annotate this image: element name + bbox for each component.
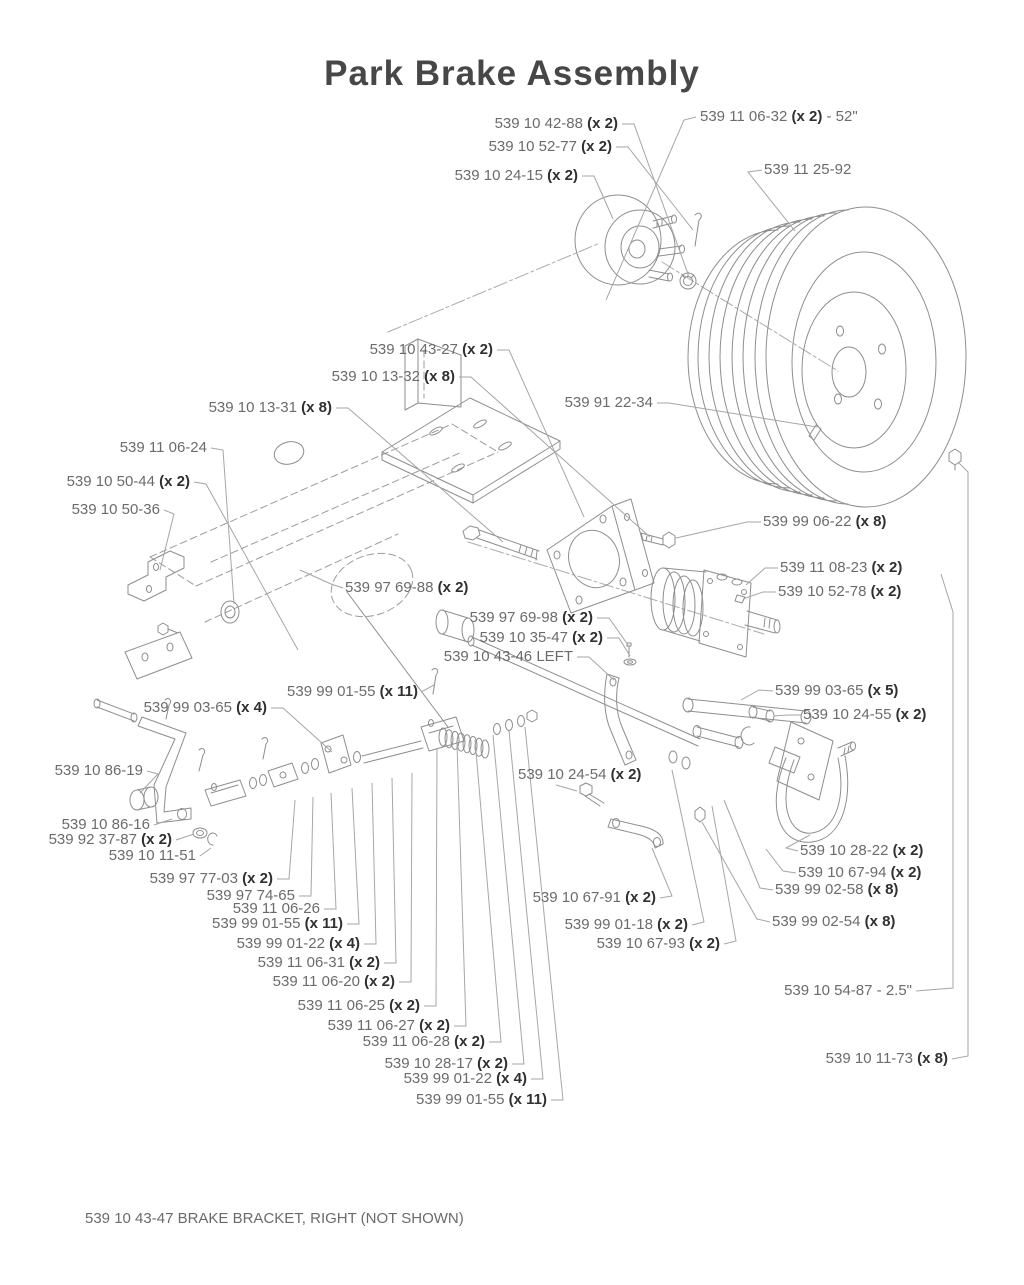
part-label: 539 97 69-88 (x 2) [345, 579, 469, 596]
leader-line [154, 819, 172, 825]
part-label: 539 97 69-98 (x 2) [469, 609, 593, 626]
part-label: 539 10 24-55 (x 2) [803, 706, 927, 723]
part-label: 539 10 24-54 (x 2) [518, 766, 642, 783]
part-label: 539 11 06-28 (x 2) [362, 1033, 485, 1050]
leader-line [952, 462, 968, 1059]
part-label: 539 99 01-55 (x 11) [212, 915, 343, 932]
leader-line [454, 744, 466, 1026]
part-label: 539 99 01-22 (x 4) [403, 1070, 527, 1087]
part-label: 539 92 37-87 (x 2) [48, 831, 172, 848]
leader-line [556, 785, 577, 791]
part-label: 539 10 67-94 (x 2) [798, 864, 922, 881]
leader-line [271, 708, 332, 752]
part-label: 539 10 28-17 (x 2) [384, 1055, 508, 1072]
leader-line [299, 797, 313, 896]
part-label: 539 99 03-65 (x 4) [143, 699, 267, 716]
part-label: 539 99 01-22 (x 4) [236, 935, 360, 952]
part-label: 539 97 77-03 (x 2) [149, 870, 273, 887]
part-label: 539 99 01-55 (x 11) [287, 683, 418, 700]
leader-line [672, 770, 704, 925]
part-label: 539 10 54-87 - 2.5" [784, 982, 912, 999]
leader-line [497, 350, 584, 517]
part-label: 539 11 06-25 (x 2) [297, 997, 420, 1014]
leader-line [577, 657, 614, 680]
part-label: 539 11 06-24 [119, 439, 207, 456]
leader-line [916, 574, 953, 991]
part-label: 539 10 52-78 (x 2) [778, 583, 902, 600]
part-label: 539 10 28-22 (x 2) [800, 842, 924, 859]
leader-line [622, 124, 688, 274]
part-label: 539 99 02-54 (x 8) [772, 913, 896, 930]
part-label: 539 10 50-44 (x 2) [66, 473, 190, 490]
leader-line [582, 176, 613, 219]
part-label: 539 10 42-88 (x 2) [494, 115, 618, 132]
part-label: 539 99 06-22 (x 8) [763, 513, 887, 530]
part-label: 539 11 06-27 (x 2) [327, 1017, 450, 1034]
part-label: 539 10 43-27 (x 2) [369, 341, 493, 358]
part-label: 539 10 50-36 [71, 501, 160, 518]
part-label: 539 10 52-77 (x 2) [488, 138, 612, 155]
part-label: 539 10 11-73 (x 8) [825, 1050, 948, 1067]
leader-line [300, 570, 343, 588]
part-label: 539 10 11-51 [108, 847, 196, 864]
leader-line [607, 638, 630, 656]
part-label: 539 10 43-46 LEFT [443, 648, 573, 665]
part-label: 539 97 74-65 [206, 887, 295, 904]
part-label: 539 10 13-32 (x 8) [331, 368, 455, 385]
part-label: 539 10 24-15 (x 2) [454, 167, 578, 184]
part-label: 539 10 86-16 [61, 816, 150, 833]
part-label: 539 10 35-47 (x 2) [479, 629, 603, 646]
leader-line [160, 510, 174, 570]
leader-line [741, 690, 773, 700]
leader-line [766, 849, 796, 873]
diagram-footnote: 539 10 43-47 BRAKE BRACKET, RIGHT (NOT SHOWN) [85, 1210, 464, 1227]
leader-line [702, 822, 770, 922]
leader-line [277, 800, 295, 879]
part-label: 539 11 08-23 (x 2) [780, 559, 903, 576]
leader-line [606, 117, 696, 300]
part-label: 539 11 25-92 [764, 161, 852, 178]
leader-line [176, 834, 194, 840]
leader-line [336, 408, 503, 542]
part-label: 539 10 13-31 (x 8) [208, 399, 332, 416]
leader-line [724, 800, 773, 890]
leader-line [211, 448, 234, 604]
leader-line [774, 715, 801, 716]
part-label: 539 10 67-91 (x 2) [532, 889, 656, 906]
part-label: 539 99 01-55 (x 11) [416, 1091, 547, 1108]
leader-line [746, 568, 778, 585]
leader-line [676, 522, 761, 538]
leader-line [743, 592, 776, 599]
part-label: 539 99 01-18 (x 2) [564, 916, 688, 933]
part-label: 539 11 06-26 [232, 900, 320, 917]
part-label: 539 11 06-20 (x 2) [272, 973, 395, 990]
leader-line [657, 403, 817, 427]
part-label: 539 11 06-31 (x 2) [257, 954, 380, 971]
part-label: 539 91 22-34 [564, 394, 653, 411]
leader-line [424, 748, 437, 1006]
diagram-title: Park Brake Assembly [324, 54, 700, 93]
part-label: 539 99 03-65 (x 5) [775, 682, 899, 699]
leader-line [421, 685, 434, 692]
part-label: 539 11 06-32 (x 2) - 52" [700, 108, 858, 125]
part-label: 539 10 67-93 (x 2) [596, 935, 720, 952]
part-label: 539 99 02-58 (x 8) [775, 881, 899, 898]
leader-line [200, 848, 211, 856]
part-label: 539 10 86-19 [54, 762, 143, 779]
